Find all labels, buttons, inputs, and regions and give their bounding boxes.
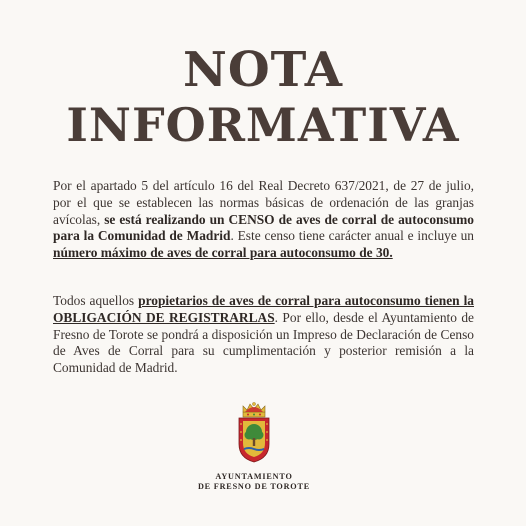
paragraph-2 xyxy=(53,293,474,377)
paragraph-1-text-2: . Este censo tiene carácter anual e incluye un xyxy=(230,228,474,244)
paragraph-1-text-1: Por el apartado 5 del artículo 16 del Real Decreto 637/2021, de 27 de julio, por el que se establecen las normas básicas de ordenación de las granjas avícolas, xyxy=(53,178,474,227)
paragraph-1-bold-1: se está realizando un CENSO de aves de corral de autoconsumo para la Comunidad de Madrid xyxy=(53,211,474,244)
paragraph-1 xyxy=(53,178,474,262)
title-line-1: NOTA xyxy=(182,42,344,98)
footer-line-1: AYUNTAMIENTO xyxy=(215,472,293,481)
footer-line-2: DE FRESNO DE TOROTE xyxy=(197,482,311,491)
paragraph-1-underlined-bold: número máximo de aves de corral para autoconsumo de 30. xyxy=(53,245,393,261)
paragraph-2-text-1: Todos aquellos xyxy=(53,293,139,308)
title-line-2: INFORMATIVA xyxy=(66,98,460,152)
paragraph-2-text-2: . Por ello, desde el Ayuntamiento de Fresno de Torote se pondrá a disposición un Impreso de Declaración de Censo de Aves de Corral para su cumplimentación y posterior remisión a la Comunidad de Madrid. xyxy=(53,309,474,376)
coat-of-arms-icon xyxy=(236,402,272,464)
paragraph-2-underlined-bold: propietarios de aves de corral para autoconsumo tienen la OBLIGACIÓN DE REGISTRARLAS xyxy=(53,293,474,325)
